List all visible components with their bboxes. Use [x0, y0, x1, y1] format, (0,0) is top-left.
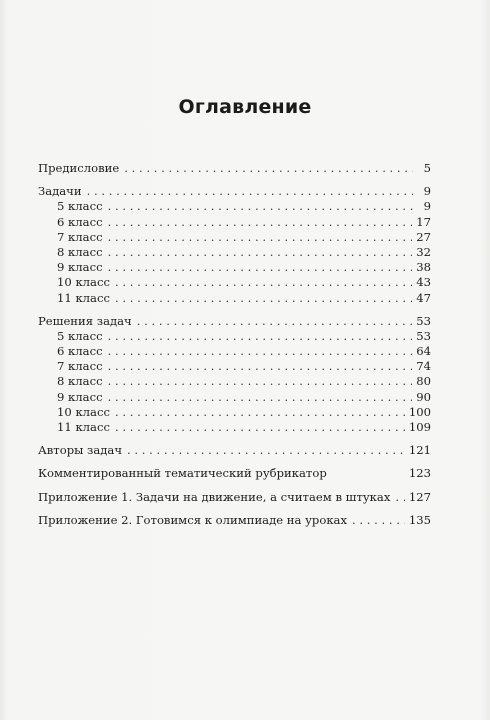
- dot-leader: [108, 245, 413, 260]
- toc-group: [38, 466, 431, 481]
- toc-entry-label: 7 класс: [57, 359, 103, 374]
- toc-entry-label: Авторы задач: [38, 443, 122, 458]
- toc-page-number: 74: [416, 359, 431, 374]
- toc-subentry: [38, 275, 431, 290]
- toc-subentry: [38, 291, 431, 306]
- dot-leader: [395, 490, 404, 505]
- toc-entry-label: 11 класс: [57, 290, 110, 305]
- toc-entry: [38, 161, 431, 176]
- dot-leader: [124, 161, 413, 176]
- toc-entry: [38, 184, 431, 199]
- toc-page-number: 47: [416, 290, 431, 305]
- toc-entry-label: 5 класс: [57, 199, 103, 214]
- toc-page-number: 64: [416, 344, 431, 359]
- dot-leader: [115, 291, 412, 306]
- toc-group: [38, 513, 431, 528]
- toc-entry-label: 9 класс: [57, 260, 103, 275]
- toc-page-number: 53: [416, 313, 431, 328]
- toc-page-number: 17: [416, 214, 431, 229]
- dot-leader: [115, 405, 405, 420]
- toc-page-number: 9: [423, 199, 431, 214]
- toc-entry: [38, 490, 431, 505]
- dot-leader: [127, 443, 405, 458]
- page-title: Оглавление: [178, 96, 312, 118]
- toc-entry-label: 11 класс: [57, 420, 110, 434]
- toc-page-number: 38: [416, 260, 431, 275]
- dot-leader: [108, 329, 413, 344]
- toc-subentry: [38, 215, 431, 230]
- dot-leader: [115, 275, 412, 290]
- toc-subentry: [38, 420, 431, 435]
- toc-entry-label: 6 класс: [57, 344, 103, 359]
- toc-subentry: [38, 329, 431, 344]
- toc-subentry: [38, 344, 431, 359]
- toc-entry-label: 6 класс: [57, 214, 103, 229]
- dot-leader: [108, 230, 413, 245]
- toc-entry-label: 10 класс: [57, 404, 110, 419]
- toc-page-number: 80: [416, 374, 431, 389]
- toc-entry-label: 8 класс: [57, 244, 103, 259]
- dot-leader: [352, 513, 405, 528]
- dot-leader: [108, 215, 413, 230]
- toc-entry-label: 10 класс: [57, 275, 110, 290]
- toc-group: [38, 490, 431, 505]
- toc-entry-label: 5 класс: [57, 328, 103, 343]
- toc-group: [38, 314, 431, 436]
- toc-page-number: 90: [416, 389, 431, 404]
- dot-leader: [115, 420, 405, 435]
- toc-group: [38, 443, 431, 458]
- toc-group: [38, 184, 431, 306]
- dot-leader: [108, 374, 413, 389]
- dot-leader: [87, 184, 413, 199]
- toc-page-number: 27: [416, 229, 431, 244]
- toc-page-number: 100: [408, 404, 431, 419]
- toc-entry-label: Решения задач: [38, 313, 132, 328]
- toc-subentry: [38, 245, 431, 260]
- toc-page-number: 121: [408, 443, 431, 458]
- toc-subentry: [38, 230, 431, 245]
- toc-subentry: [38, 390, 431, 405]
- toc-entry-label: Приложение 1. Задачи на движение, а считаем в штуках: [38, 489, 391, 504]
- toc-subentry: [38, 374, 431, 389]
- toc-entry-label: Приложение 2. Готовимся к олимпиаде на уроках: [38, 512, 348, 527]
- dot-leader: [108, 344, 413, 359]
- toc-page-number: 53: [416, 328, 431, 343]
- toc-entry-label: Задачи: [38, 184, 82, 199]
- toc-page-number: 43: [416, 275, 431, 290]
- dot-leader: [108, 199, 413, 214]
- toc-subentry: [38, 260, 431, 275]
- dot-leader: [108, 359, 413, 374]
- toc-page-number: 135: [408, 512, 431, 527]
- toc-page-number: 5: [423, 161, 431, 175]
- toc-entry: [38, 513, 431, 528]
- dot-leader: [137, 314, 413, 329]
- toc-entry-label: 7 класс: [57, 229, 103, 244]
- toc-entry-label: 9 класс: [57, 389, 103, 404]
- toc-subentry: [38, 199, 431, 214]
- toc-subentry: [38, 359, 431, 374]
- dot-leader: [108, 260, 413, 275]
- toc-entry-label: Предисловие: [38, 161, 120, 175]
- toc-page-number: 32: [416, 244, 431, 259]
- toc-page-number: 123: [408, 466, 431, 481]
- table-of-contents: [38, 161, 431, 536]
- toc-page-number: 9: [423, 184, 431, 199]
- toc-entry-label: 8 класс: [57, 374, 103, 389]
- toc-page-number: 127: [408, 489, 431, 504]
- toc-subentry: [38, 405, 431, 420]
- toc-entry: [38, 314, 431, 329]
- toc-entry-label: Комментированный тематический рубрикатор: [38, 466, 327, 481]
- toc-group: [38, 161, 431, 176]
- toc-entry: [38, 443, 431, 458]
- dot-leader: [108, 390, 413, 405]
- toc-page-number: 109: [408, 420, 431, 434]
- toc-entry: [38, 466, 431, 481]
